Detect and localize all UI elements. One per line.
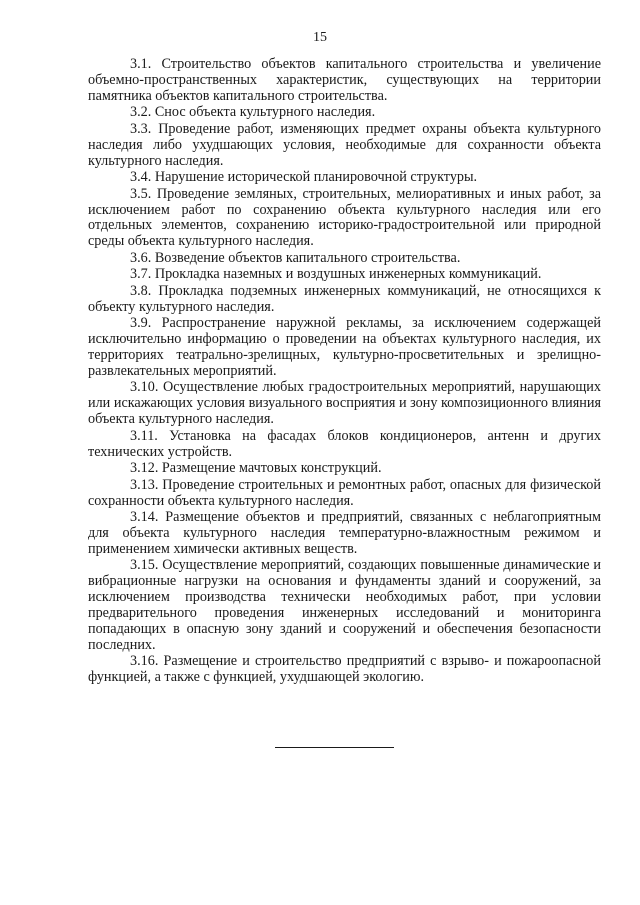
list-item-3-4: 3.4. Нарушение исторической планировочной структуры.: [130, 169, 478, 186]
list-item-3-8: 3.8. Прокладка подземных инженерных коммуникаций, не относящихся к объекту культурного наследия.: [88, 282, 601, 315]
list-item-3-9: 3.9. Распространение наружной рекламы, за исключением содержащей исключительно информацию о проведении на объектах культурного наследия, их территориях театрально-зрелищных, культурно-просветительных и зрелищно-развлекательных мероприятий.: [88, 315, 601, 379]
list-item-3-11: 3.11. Установка на фасадах блоков кондиционеров, антенн и других технических устройств.: [88, 427, 601, 460]
list-item-3-2: 3.2. Снос объекта культурного наследия.: [130, 104, 376, 121]
list-item-3-6: 3.6. Возведение объектов капитального строительства.: [130, 249, 461, 266]
list-item-3-3: 3.3. Проведение работ, изменяющих предмет охраны объекта культурного наследия либо ухудшающих условия, необходимые для сохранности объекта культурного наследия.: [88, 120, 601, 169]
end-divider-line: [275, 747, 394, 748]
list-item-3-7: 3.7. Прокладка наземных и воздушных инженерных коммуникаций.: [130, 266, 542, 283]
list-item-3-16: 3.16. Размещение и строительство предприятий с взрыво- и пожароопасной функцией, а также с функцией, ухудшающей экологию.: [88, 653, 601, 686]
list-item-3-10: 3.10. Осуществление любых градостроительных мероприятий, нарушающих или искажающих условия визуального восприятия и зону композиционного влияния объекта культурного наследия.: [88, 379, 601, 428]
list-item-3-1: 3.1. Строительство объектов капитального строительства и увеличение объемно-пространственных характеристик, существующих на территории памятника объектов капитального строительства.: [88, 56, 601, 104]
list-item-3-15: 3.15. Осуществление мероприятий, создающих повышенные динамические и вибрационные нагрузки на основания и фундаменты зданий и сооружений, за исключением производства технически необходимых работ, при условии предварительного проведения инженерных исследований и мониторинга попадающих в опасную зону зданий и сооружений и обеспечения безопасности последних.: [88, 557, 601, 653]
page-number: 15: [313, 30, 327, 45]
list-item-3-12: 3.12. Размещение мачтовых конструкций.: [130, 460, 382, 477]
list-item-3-5: 3.5. Проведение земляных, строительных, мелиоративных и иных работ, за исключением работ по сохранению объекта культурного наследия или его отдельных элементов, сохранению историко-градостроительной или природной среды объекта культурного наследия.: [88, 185, 601, 250]
document-body: [88, 57, 601, 687]
list-item-3-14: 3.14. Размещение объектов и предприятий, связанных с неблагоприятным для объекта культурного наследия температурно-влажностным режимом и применением химически активных веществ.: [88, 509, 601, 557]
list-item-3-13: 3.13. Проведение строительных и ремонтных работ, опасных для физической сохранности объекта культурного наследия.: [88, 476, 601, 509]
